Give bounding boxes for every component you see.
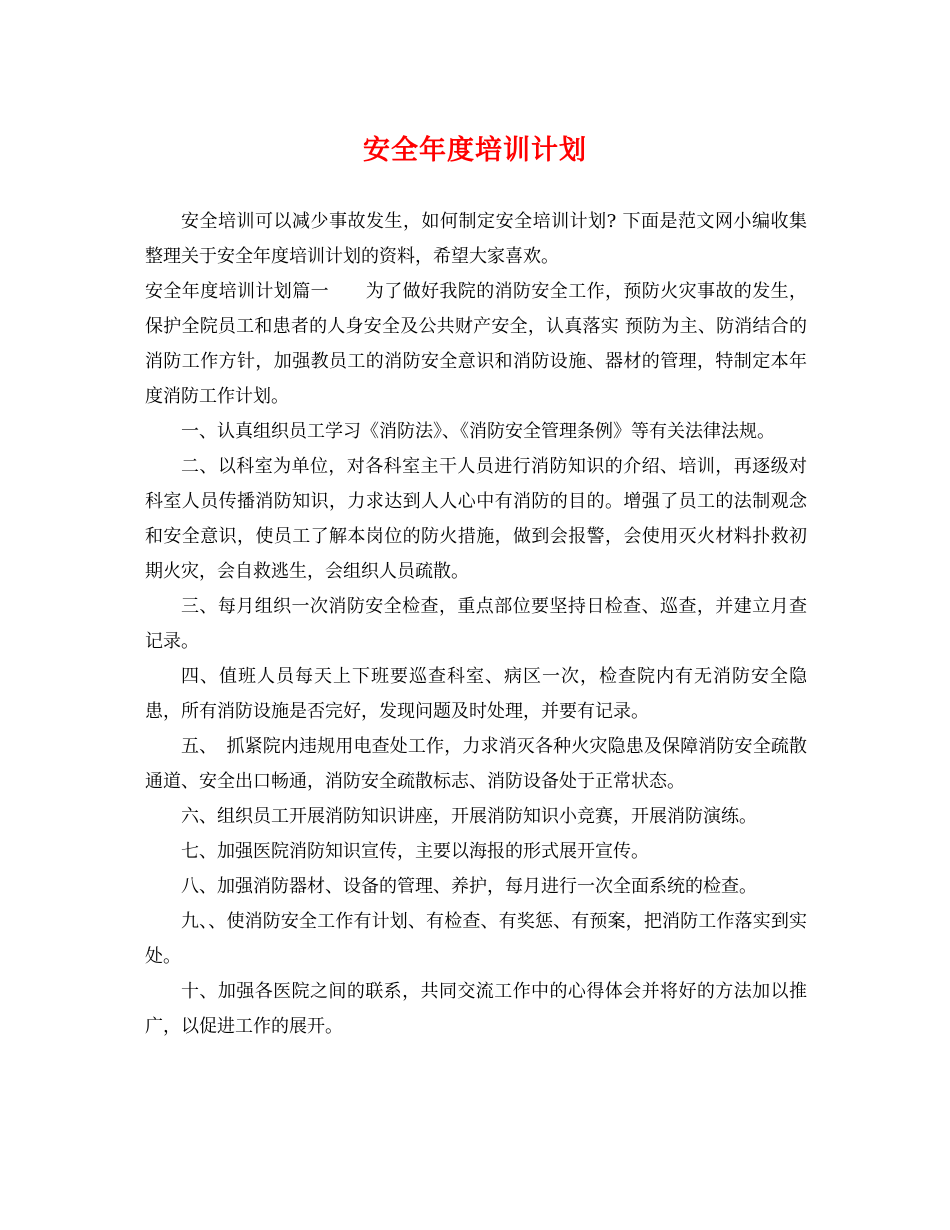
paragraph-item-7: 七、加强医院消防知识宣传，主要以海报的形式展开宣传。 <box>181 841 649 862</box>
document-body <box>145 204 807 1044</box>
paragraph-item-5: 五、 抓紧院内违规用电查处工作，力求消灭各种火灾隐患及保障消防安全疏散通道、安全出口畅通，消防安全疏散标志、消防设备处于正常状态。 <box>145 736 807 792</box>
paragraph-item-10: 十、加强各医院之间的联系，共同交流工作中的心得体会并将好的方法加以推广，以促进工作的展开。 <box>145 981 807 1037</box>
paragraph-item-8: 八、加强消防器材、设备的管理、养护，每月进行一次全面系统的检查。 <box>181 876 757 897</box>
paragraph-intro: 安全培训可以减少事故发生，如何制定安全培训计划? 下面是范文网小编收集整理关于安全年度培训计划的资料，希望大家喜欢。 <box>145 211 807 267</box>
paragraph-item-1: 一、认真组织员工学习《消防法》、《消防安全管理条例》等有关法律法规。 <box>181 421 775 442</box>
document-title: 安全年度培训计划 <box>363 135 587 166</box>
paragraph-plan-one: 安全年度培训计划篇一 为了做好我院的消防安全工作，预防火灾事故的发生，保护全院员工和患者的人身安全及公共财产安全，认真落实 预防为主、防消结合的消防工作方针，加强教员工的消防安全意识和消防设施、器材的管理，特制定本年度消防工作计划。 <box>145 281 807 407</box>
paragraph-item-9: 九、、使消防安全工作有计划、有检查、有奖惩、有预案，把消防工作落实到实处。 <box>145 911 807 967</box>
paragraph-item-2: 二、以科室为单位，对各科室主干人员进行消防知识的介绍、培训，再逐级对科室人员传播消防知识，力求达到人人心中有消防的目的。增强了员工的法制观念和安全意识，使员工了解本岗位的防火措施，做到会报警，会使用灭火材料扑救初期火灾，会自救逃生，会组织人员疏散。 <box>145 456 807 582</box>
paragraph-item-4: 四、值班人员每天上下班要巡查科室、病区一次，检查院内有无消防安全隐患，所有消防设施是否完好，发现问题及时处理，并要有记录。 <box>145 666 807 722</box>
paragraph-item-6: 六、组织员工开展消防知识讲座，开展消防知识小竞赛，开展消防演练。 <box>181 806 757 827</box>
paragraph-item-3: 三、每月组织一次消防安全检查，重点部位要坚持日检查、巡查，并建立月查记录。 <box>145 596 807 652</box>
